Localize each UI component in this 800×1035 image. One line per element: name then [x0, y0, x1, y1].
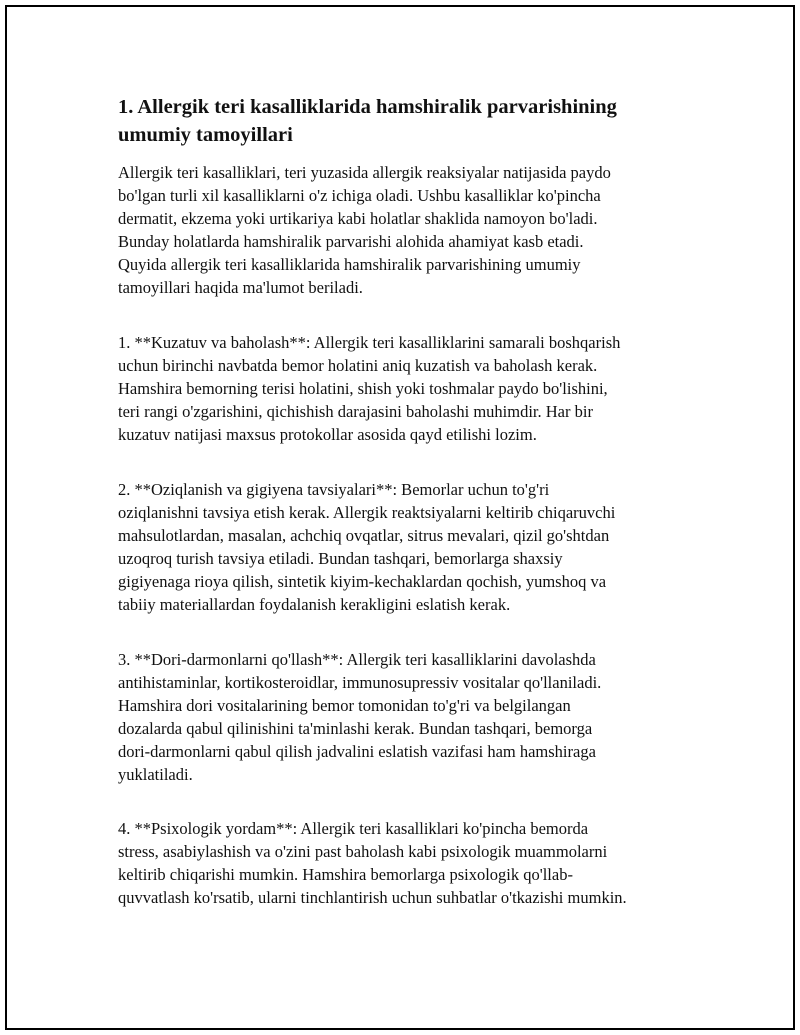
list-item-2-line: oziqlanishni tavsiya etish kerak. Allergik reaktsiyalarni keltirib chiqaruvchi — [118, 503, 616, 522]
intro-paragraph-line: bo'lgan turli xil kasalliklarni o'z ichiga oladi. Ushbu kasalliklar ko'pincha — [118, 186, 601, 205]
list-item-3-line: yuklatiladi. — [118, 765, 193, 784]
list-item-2-line: tabiiy materiallardan foydalanish kerakligini eslatish kerak. — [118, 595, 511, 614]
list-item-1-line: Hamshira bemorning terisi holatini, shish yoki toshmalar paydo bo'lishini, — [118, 379, 608, 398]
intro-paragraph-line: dermatit, ekzema yoki urtikariya kabi holatlar shaklida namoyon bo'ladi. — [118, 209, 598, 228]
list-item-4-line: keltirib chiqarishi mumkin. Hamshira bemorlarga psixologik qo'llab- — [118, 865, 573, 884]
list-item-1-line: 1. **Kuzatuv va baholash**: Allergik teri kasalliklarini samarali boshqarish — [118, 333, 621, 352]
list-item-2-line: uzoqroq turish tavsiya etiladi. Bundan tashqari, bemorlarga shaxsiy — [118, 549, 563, 568]
list-item-1-line: uchun birinchi navbatda bemor holatini aniq kuzatish va baholash kerak. — [118, 356, 598, 375]
intro-paragraph-line: Allergik teri kasalliklari, teri yuzasida allergik reaksiyalar natijasida paydo — [118, 163, 611, 182]
list-item-1-line: teri rangi o'zgarishini, qichishish darajasini baholashi muhimdir. Har bir — [118, 402, 593, 421]
list-item-2-line: gigiyenaga rioya qilish, sintetik kiyim-kechaklardan qochish, yumshoq va — [118, 572, 607, 591]
list-item-3-line: Hamshira dori vositalarining bemor tomonidan to'g'ri va belgilangan — [118, 696, 571, 715]
section-heading-line: umumiy tamoyillari — [118, 124, 293, 146]
list-item-3-line: 3. **Dori-darmonlarni qo'llash**: Allergik teri kasalliklarini davolashda — [118, 650, 596, 669]
intro-paragraph-line: Quyida allergik teri kasalliklarida hamshiralik parvarishining umumiy — [118, 255, 581, 274]
intro-paragraph-line: Bunday holatlarda hamshiralik parvarishi alohida ahamiyat kasb etadi. — [118, 232, 584, 251]
list-item-4-line: quvvatlash ko'rsatib, ularni tinchlantirish uchun suhbatlar o'tkazishi mumkin. — [118, 888, 627, 907]
list-item-4-line: stress, asabiylashish va o'zini past baholash kabi psixologik muammolarni — [118, 842, 608, 861]
section-heading-line: 1. Allergik teri kasalliklarida hamshiralik parvarishining — [118, 96, 617, 118]
intro-paragraph-line: tamoyillari haqida ma'lumot beriladi. — [118, 278, 363, 297]
list-item-2-line: mahsulotlardan, masalan, achchiq ovqatlar, sitrus mevalari, qizil go'shtdan — [118, 526, 610, 545]
list-item-3-line: antihistaminlar, kortikosteroidlar, immunosupressiv vositalar qo'llaniladi. — [118, 673, 602, 692]
list-item-4-line: 4. **Psixologik yordam**: Allergik teri kasalliklari ko'pincha bemorda — [118, 819, 589, 838]
list-item-3-line: dori-darmonlarni qabul qilish jadvalini eslatish vazifasi ham hamshiraga — [118, 742, 596, 761]
list-item-1-line: kuzatuv natijasi maxsus protokollar asosida qayd etilishi lozim. — [118, 425, 537, 444]
list-item-3-line: dozalarda qabul qilinishini ta'minlashi kerak. Bundan tashqari, bemorga — [118, 719, 593, 738]
list-item-2-line: 2. **Oziqlanish va gigiyena tavsiyalari**: Bemorlar uchun to'g'ri — [118, 480, 550, 499]
